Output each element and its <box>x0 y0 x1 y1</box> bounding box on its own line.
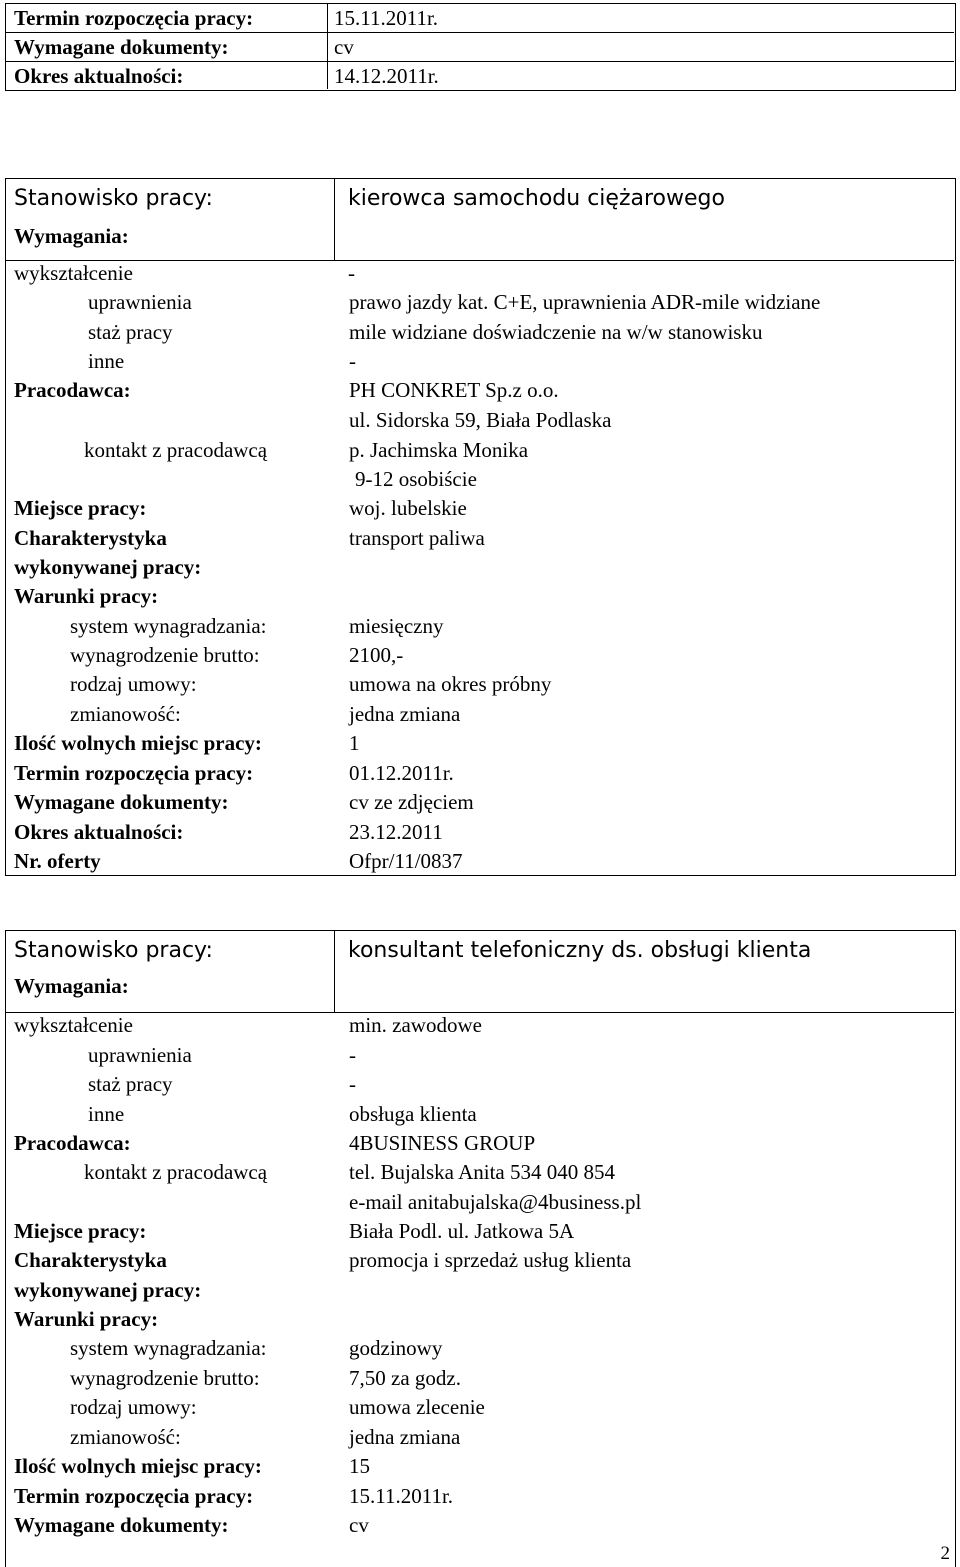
licenses-label: uprawnienia <box>88 290 192 314</box>
education-label: wykształcenie <box>14 261 133 285</box>
validity-value: 23.12.2011 <box>349 820 443 844</box>
required-docs-label: Wymagane dokumenty: <box>14 35 229 59</box>
gross-pay-value: 2100,- <box>349 643 404 667</box>
conditions-label: Warunki pracy: <box>14 584 159 608</box>
vacancies-value: 15 <box>349 1454 370 1478</box>
required-docs-value: cv <box>334 35 354 59</box>
workplace-value: Biała Podl. ul. Jatkowa 5A <box>349 1219 575 1243</box>
contract-value: umowa zlecenie <box>349 1395 485 1419</box>
shifts-label: zmianowość: <box>70 1425 181 1449</box>
validity-label: Okres aktualności: <box>14 820 184 844</box>
position-label: Stanowisko pracy: <box>14 938 213 963</box>
employer-value: 4BUSINESS GROUP <box>349 1131 536 1155</box>
position-label: Stanowisko pracy: <box>14 186 213 211</box>
employer-address: ul. Sidorska 59, Biała Podlaska <box>349 408 612 432</box>
contact-label: kontakt z pracodawcą <box>84 438 268 462</box>
gross-pay-value: 7,50 za godz. <box>349 1366 461 1390</box>
contract-value: umowa na okres próbny <box>349 672 552 696</box>
column-divider <box>334 931 335 1012</box>
work-description-label-2: wykonywanej pracy: <box>14 1278 202 1302</box>
gross-pay-label: wynagrodzenie brutto: <box>70 1366 260 1390</box>
shifts-value: jedna zmiana <box>349 702 461 726</box>
employer-label: Pracodawca: <box>14 1131 131 1155</box>
work-description-value: promocja i sprzedaż usług klienta <box>349 1248 632 1272</box>
gross-pay-label: wynagrodzenie brutto: <box>70 643 260 667</box>
workplace-label: Miejsce pracy: <box>14 1219 147 1243</box>
vacancies-value: 1 <box>349 731 360 755</box>
contact-value: tel. Bujalska Anita 534 040 854 <box>349 1160 615 1184</box>
vacancies-label: Ilość wolnych miejsc pracy: <box>14 731 262 755</box>
requirements-label: Wymagania: <box>14 974 129 998</box>
workplace-label: Miejsce pracy: <box>14 496 147 520</box>
work-description-label: Charakterystyka <box>14 1248 167 1272</box>
vacancies-label: Ilość wolnych miejsc pracy: <box>14 1454 262 1478</box>
pay-system-value: godzinowy <box>349 1336 443 1360</box>
start-date-label: Termin rozpoczęcia pracy: <box>14 761 254 785</box>
start-date-label: Termin rozpoczęcia pracy: <box>14 1484 254 1508</box>
required-docs-value: cv ze zdjęciem <box>349 790 474 814</box>
shifts-label: zmianowość: <box>70 702 181 726</box>
requirements-label: Wymagania: <box>14 224 129 248</box>
column-divider <box>334 179 335 260</box>
start-date-label: Termin rozpoczęcia pracy: <box>14 6 254 30</box>
education-value: min. zawodowe <box>349 1013 482 1037</box>
employer-label: Pracodawca: <box>14 378 131 402</box>
contact-hours: 9-12 osobiście <box>355 467 477 491</box>
work-description-value: transport paliwa <box>349 526 485 550</box>
other-value: - <box>349 349 356 373</box>
education-value: - <box>348 261 355 285</box>
pay-system-value: miesięczny <box>349 614 444 638</box>
row-divider <box>6 260 954 261</box>
licenses-value: - <box>349 1043 356 1067</box>
row-divider <box>6 61 954 62</box>
required-docs-label: Wymagane dokumenty: <box>14 1513 229 1537</box>
position-value: kierowca samochodu ciężarowego <box>348 186 725 211</box>
experience-value: - <box>349 1072 356 1096</box>
offer-number-label: Nr. oferty <box>14 849 101 873</box>
workplace-value: woj. lubelskie <box>349 496 467 520</box>
education-label: wykształcenie <box>14 1013 133 1037</box>
other-label: inne <box>88 1102 125 1126</box>
other-label: inne <box>88 349 125 373</box>
pay-system-label: system wynagradzania: <box>70 614 267 638</box>
start-date-value: 15.11.2011r. <box>334 6 439 30</box>
required-docs-value: cv <box>349 1513 369 1537</box>
experience-label: staż pracy <box>88 1072 173 1096</box>
contract-label: rodzaj umowy: <box>70 1395 197 1419</box>
conditions-label: Warunki pracy: <box>14 1307 159 1331</box>
licenses-value: prawo jazdy kat. C+E, uprawnienia ADR-mile widziane <box>349 290 821 314</box>
shifts-value: jedna zmiana <box>349 1425 461 1449</box>
contact-email: e-mail anitabujalska@4business.pl <box>349 1190 642 1214</box>
licenses-label: uprawnienia <box>88 1043 192 1067</box>
contact-value: p. Jachimska Monika <box>349 438 529 462</box>
column-divider <box>327 4 328 89</box>
position-value: konsultant telefoniczny ds. obsługi klienta <box>348 938 812 963</box>
page-number: 2 <box>940 1543 950 1564</box>
work-description-label: Charakterystyka <box>14 526 167 550</box>
experience-value: mile widziane doświadczenie na w/w stanowisku <box>349 320 763 344</box>
work-description-label-2: wykonywanej pracy: <box>14 555 202 579</box>
other-value: obsługa klienta <box>349 1102 477 1126</box>
experience-label: staż pracy <box>88 320 173 344</box>
employer-value: PH CONKRET Sp.z o.o. <box>349 378 559 402</box>
contract-label: rodzaj umowy: <box>70 672 197 696</box>
start-date-value: 01.12.2011r. <box>349 761 454 785</box>
start-date-value: 15.11.2011r. <box>349 1484 454 1508</box>
contact-label: kontakt z pracodawcą <box>84 1160 268 1184</box>
validity-value: 14.12.2011r. <box>334 64 439 88</box>
required-docs-label: Wymagane dokumenty: <box>14 790 229 814</box>
validity-label: Okres aktualności: <box>14 64 184 88</box>
offer-number-value: Ofpr/11/0837 <box>349 849 463 873</box>
pay-system-label: system wynagradzania: <box>70 1336 267 1360</box>
row-divider <box>6 32 954 33</box>
